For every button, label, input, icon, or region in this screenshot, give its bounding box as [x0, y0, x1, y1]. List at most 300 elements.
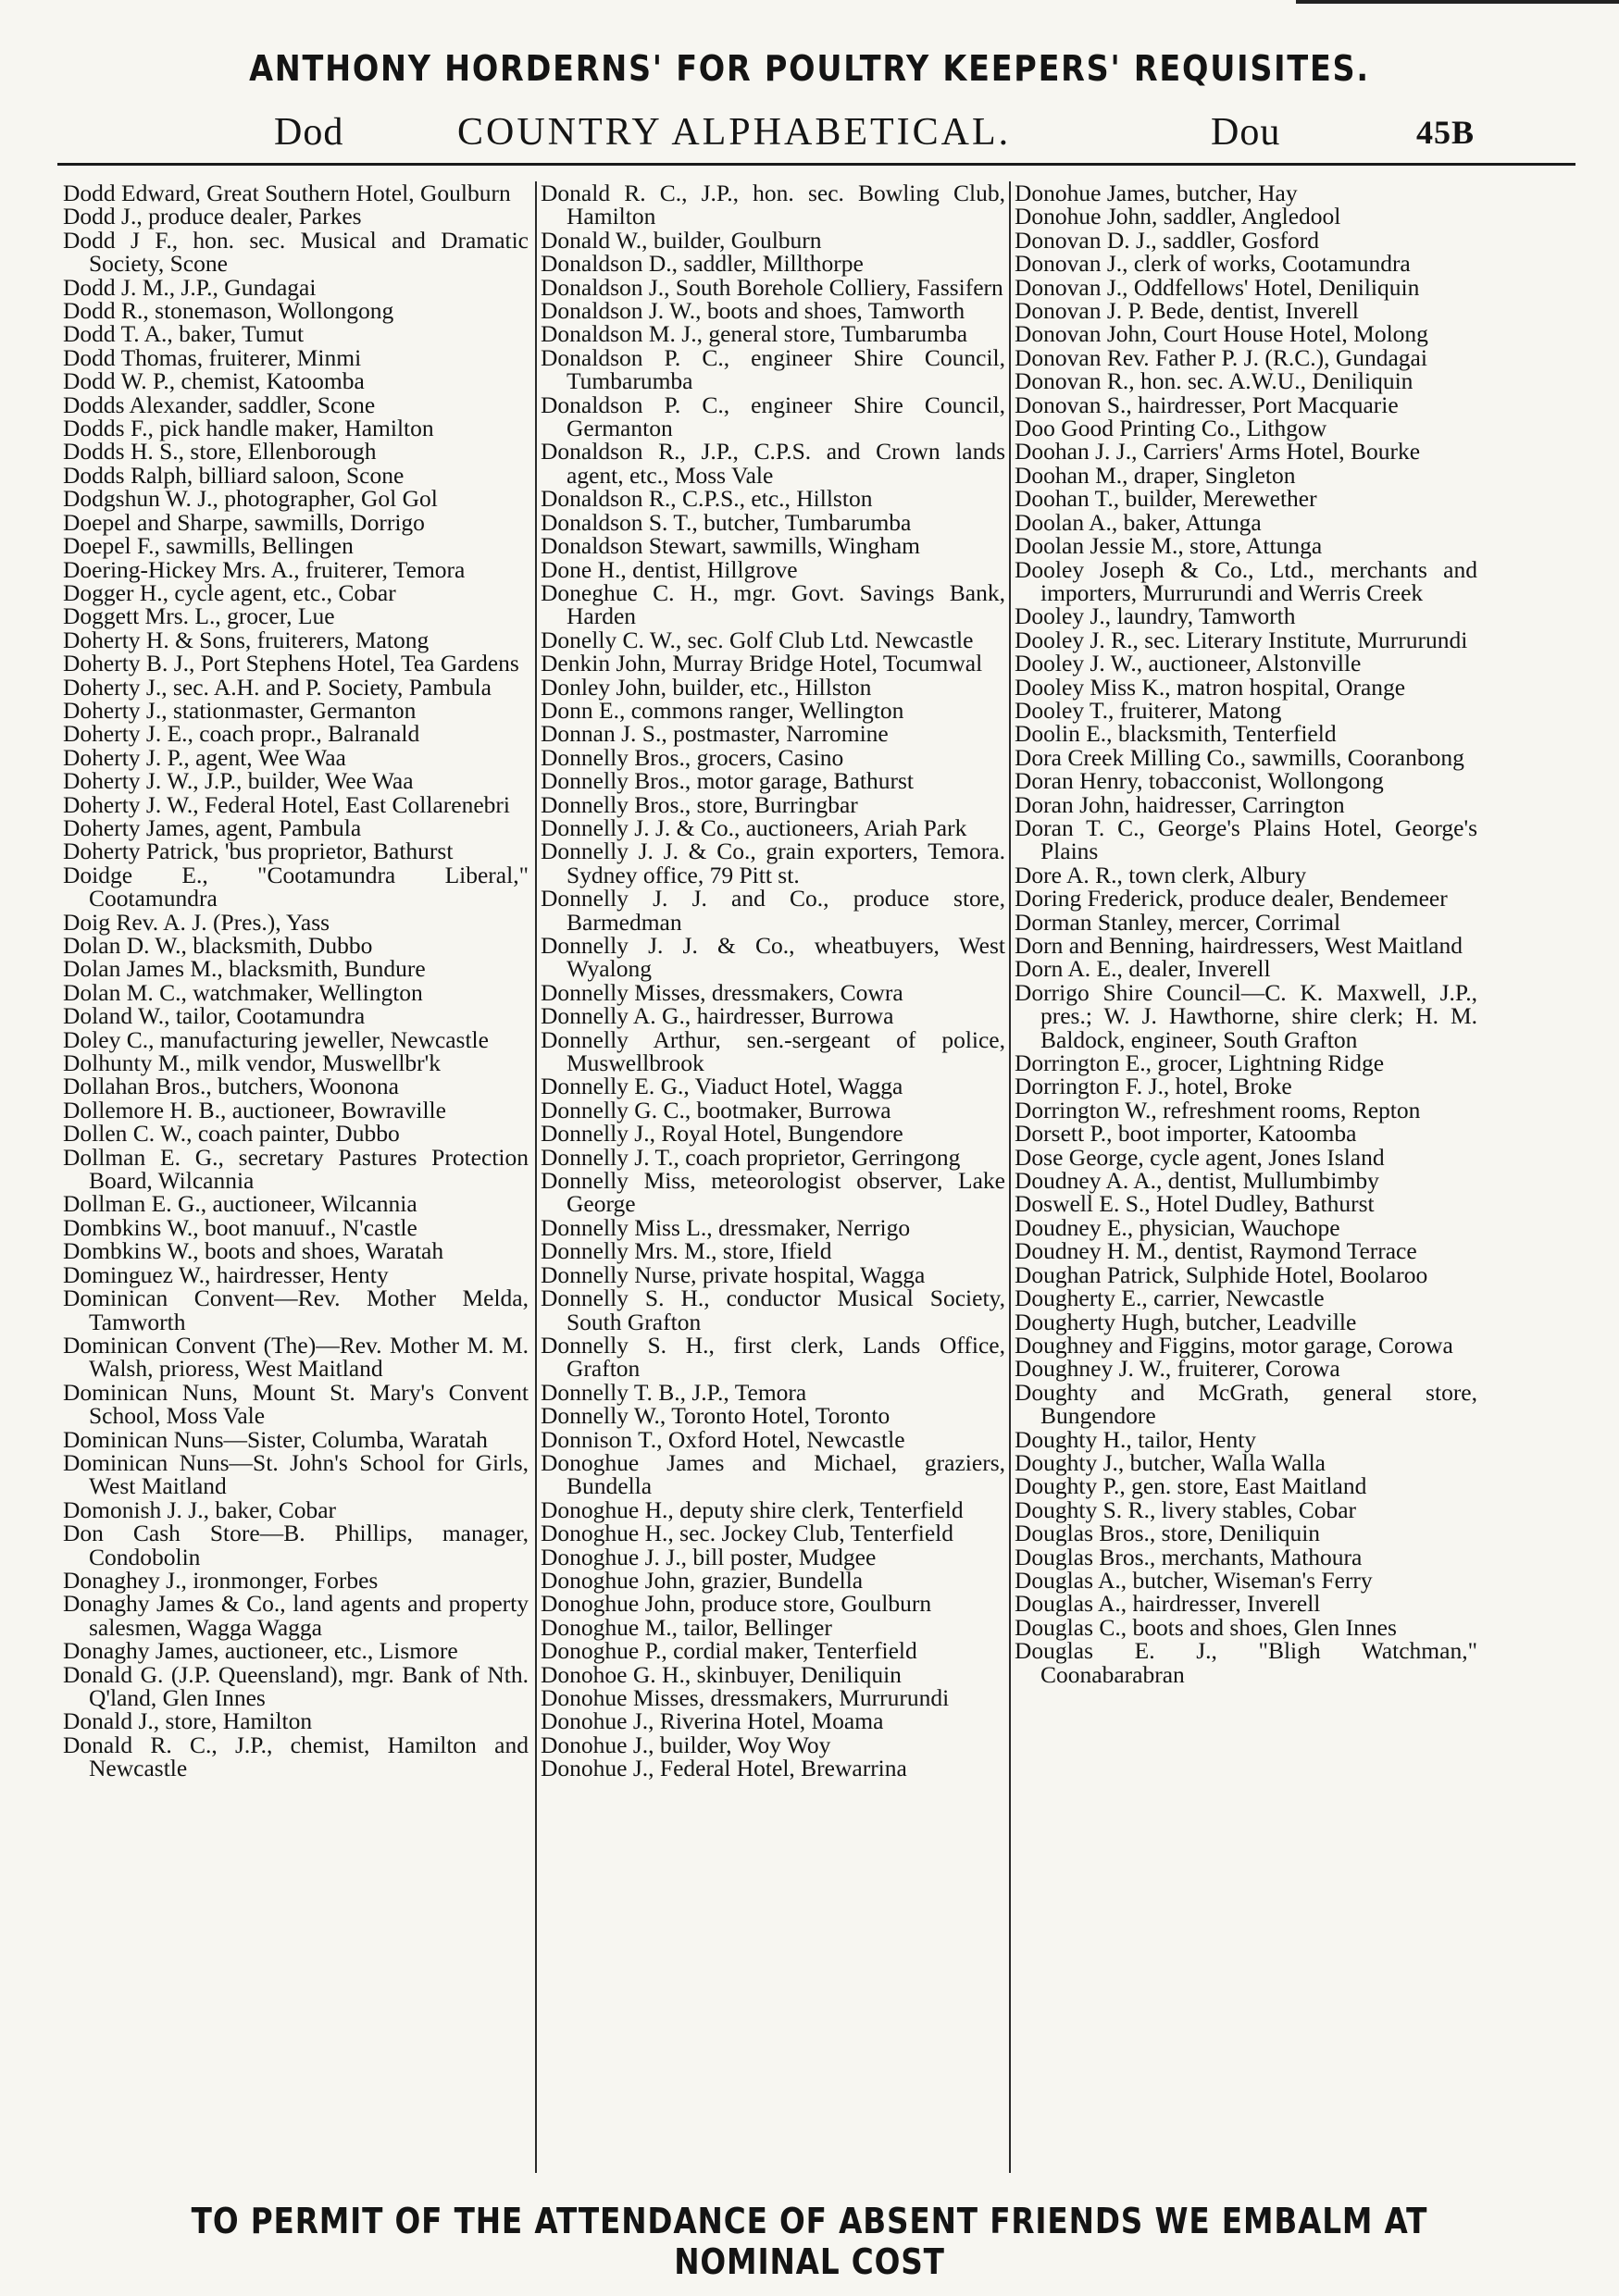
directory-entry-text: Douglas E. J., "Bligh Watchman," Coonabarabran: [1015, 1637, 1477, 1688]
directory-entry: [541, 790, 1005, 818]
directory-entry-text: Dorn A. E., dealer, Inverell: [1015, 955, 1271, 983]
directory-entry-text: Doughney and Figgins, motor garage, Corowa: [1015, 1331, 1453, 1359]
directory-entry: [541, 1213, 1005, 1241]
directory-entry: [63, 652, 529, 675]
page-number: 45B: [1416, 114, 1476, 151]
directory-entry: [541, 1521, 1005, 1545]
directory-entry-text: Donaldson J., South Borehole Colliery, Fassifern: [541, 273, 1003, 301]
directory-entry-text: Dodd W. P., chemist, Katoomba: [63, 367, 365, 395]
directory-entry: [1015, 887, 1477, 910]
directory-entry: [63, 1707, 529, 1735]
directory-entry-text: Donald R. C., J.P., hon. sec. Bowling Club, Hamilton: [541, 180, 1005, 230]
directory-entry-text: Donley John, builder, etc., Hillston: [541, 673, 872, 701]
directory-entry: [1015, 416, 1477, 440]
directory-entry: [541, 887, 1005, 934]
directory-entry-text: Donaldson Stewart, sawmills, Wingham: [541, 532, 921, 560]
directory-entry: [1015, 720, 1477, 748]
directory-entry-text: Dodd J. M., J.P., Gundagai: [63, 273, 317, 301]
directory-entry: [541, 1260, 1005, 1288]
directory-entry-text: Donaldson P. C., engineer Shire Council, Tumbarumba: [541, 343, 1005, 395]
directory-entry: [63, 1190, 529, 1218]
directory-entry: [541, 1237, 1005, 1265]
directory-entry-text: Donoghue H., deputy shire clerk, Tenterfield: [541, 1496, 964, 1523]
directory-entry: [1015, 1566, 1477, 1594]
directory-entry: [1015, 1331, 1477, 1359]
header-last-word: Dou: [1211, 111, 1281, 154]
directory-entry: [1015, 1190, 1477, 1218]
directory-entry-text: Donaghy James & Co., land agents and property salesmen, Wagga Wagga: [63, 1590, 529, 1641]
directory-entry: [541, 1733, 1005, 1756]
directory-entry-text: Dollemore H. B., auctioneer, Bowraville: [63, 1096, 446, 1123]
directory-entry-text: Donaldson P. C., engineer Shire Council, Germanton: [541, 391, 1005, 442]
directory-entry-text: Doughney J. W., fruiterer, Corowa: [1015, 1355, 1340, 1383]
directory-entry-text: Donald W., builder, Goulburn: [541, 226, 822, 254]
directory-entry: [63, 1120, 529, 1148]
directory-entry-text: Doudney A. A., dentist, Mullumbimby: [1015, 1167, 1379, 1195]
directory-entry: [63, 273, 529, 301]
directory-entry-text: Doohan J. J., Carriers' Arms Hotel, Bourke: [1015, 438, 1421, 465]
directory-entry: [541, 578, 1005, 630]
directory-entry: [63, 743, 529, 771]
bottom-advert-banner: TO PERMIT OF THE ATTENDANCE OF ABSENT FRIENDS WE EMBALM AT NOMINAL COST: [191, 2201, 1428, 2282]
directory-entry: [63, 320, 529, 348]
directory-entry: [63, 1378, 529, 1430]
directory-entry: [1015, 250, 1477, 278]
directory-entry-text: Doherty H. & Sons, fruiterers, Matong: [63, 626, 430, 653]
directory-entry-text: Dose George, cycle agent, Jones Island: [1015, 1143, 1385, 1171]
directory-entry-text: Donnelly E. G., Viaduct Hotel, Wagga: [541, 1073, 903, 1100]
directory-entry: [541, 1637, 1005, 1665]
directory-entry: [541, 743, 1005, 771]
directory-entry: [541, 652, 1005, 675]
directory-entry-text: Dodds F., pick handle maker, Hamilton: [63, 415, 434, 442]
directory-entry-text: Dodds Alexander, saddler, Scone: [63, 391, 376, 418]
directory-entry: [63, 813, 529, 841]
directory-entry: [541, 181, 1005, 229]
directory-entry-text: Doherty B. J., Port Stephens Hotel, Tea Gardens: [63, 650, 519, 677]
directory-entry: [63, 1260, 529, 1288]
directory-entry-text: Dolhunty M., milk vendor, Muswellbr'k: [63, 1049, 442, 1077]
directory-entry-text: Dorrington F. J., hotel, Broke: [1015, 1073, 1292, 1100]
directory-entry-text: Doolan A., baker, Attunga: [1015, 508, 1262, 536]
directory-entry: [541, 1002, 1005, 1030]
directory-entry-text: Douglas C., boots and shoes, Glen Innes: [1015, 1613, 1397, 1641]
directory-entry-text: Doering-Hickey Mrs. A., fruiterer, Temora: [63, 555, 466, 583]
directory-entry: [1015, 320, 1477, 348]
directory-entry-text: Donnelly A. G., hairdresser, Burrowa: [541, 1002, 894, 1030]
header-rule: [57, 163, 1575, 166]
directory-entry: [63, 1002, 529, 1030]
directory-entry-text: Dolan D. W., blacksmith, Dubbo: [63, 932, 373, 959]
directory-entry: [541, 508, 1005, 536]
directory-entry: [541, 696, 1005, 724]
directory-entry: [1015, 440, 1477, 463]
directory-entry: [1015, 532, 1477, 560]
directory-entry-text: Dombkins W., boot manuuf., N'castle: [63, 1213, 417, 1241]
directory-entry: [541, 1613, 1005, 1641]
directory-entry-text: Dominican Nuns—Sister, Columba, Waratah: [63, 1425, 488, 1453]
directory-entry: [63, 1733, 529, 1781]
directory-entry: [63, 1521, 529, 1569]
directory-entry-text: Dorman Stanley, mercer, Corrimal: [1015, 908, 1341, 936]
directory-entry: [1015, 1074, 1477, 1098]
directory-entry: [1015, 1167, 1477, 1195]
directory-entry-text: Dooley T., fruiterer, Matong: [1015, 696, 1282, 724]
directory-entry-text: Douglas A., butcher, Wiseman's Ferry: [1015, 1566, 1373, 1594]
directory-entry-text: Doughty J., butcher, Walla Walla: [1015, 1448, 1326, 1476]
directory-entry: [541, 532, 1005, 560]
directory-entry: [1015, 1425, 1477, 1453]
directory-entry-text: Doherty J., sec. A.H. and P. Society, Pambula: [63, 673, 492, 701]
directory-entry: [1015, 205, 1477, 228]
directory-entry: [63, 205, 529, 228]
directory-entry: [1015, 1613, 1477, 1641]
directory-entry-text: Donnelly Miss, meteorologist observer, Lake George: [541, 1167, 1005, 1218]
directory-entry: [63, 628, 529, 652]
directory-entry-text: Donnelly J. J. & Co., auctioneers, Ariah Park: [541, 813, 967, 841]
directory-entry: [63, 555, 529, 583]
directory-entry-text: Dora Creek Milling Co., sawmills, Cooranbong: [1015, 743, 1464, 771]
directory-entry: [541, 978, 1005, 1006]
directory-entry-text: Dougherty Hugh, butcher, Leadville: [1015, 1308, 1357, 1335]
directory-entry: [1015, 1285, 1477, 1312]
directory-entry: [63, 1637, 529, 1665]
directory-entry: [63, 1025, 529, 1053]
directory-entry: [541, 226, 1005, 254]
directory-entry: [63, 1213, 529, 1241]
directory-entry-text: Dominican Convent (The)—Rev. Mother M. M. Walsh, prioress, West Maitland: [63, 1331, 529, 1383]
directory-entry-text: Douglas Bros., store, Deniliquin: [1015, 1520, 1321, 1547]
directory-entry: [63, 908, 529, 936]
directory-entry-text: Doepel and Sharpe, sawmills, Dorrigo: [63, 508, 425, 536]
directory-entry: [63, 416, 529, 440]
directory-entry: [541, 1074, 1005, 1098]
directory-entry: [1015, 1120, 1477, 1148]
directory-entry-text: Dodd Thomas, fruiterer, Minmi: [63, 343, 362, 371]
directory-entry: [541, 555, 1005, 583]
directory-entry: [63, 485, 529, 513]
directory-entry-text: Doughty and McGrath, general store, Bungendore: [1015, 1378, 1477, 1430]
directory-entry: [1015, 1143, 1477, 1171]
directory-entry: [63, 978, 529, 1006]
directory-entry-text: Donnelly J. J. and Co., produce store, Barmedman: [541, 885, 1005, 936]
directory-entry: [541, 320, 1005, 348]
directory-entry: [63, 955, 529, 983]
directory-entry-text: Doughty S. R., livery stables, Cobar: [1015, 1496, 1357, 1523]
directory-entry: [541, 297, 1005, 325]
directory-entry-text: Donnelly Miss L., dressmaker, Nerrigo: [541, 1213, 911, 1241]
directory-entry: [541, 628, 1005, 652]
directory-entry: [1015, 908, 1477, 936]
directory-entry-text: Donnelly Bros., motor garage, Bathurst: [541, 767, 914, 795]
directory-entry: [1015, 485, 1477, 513]
directory-entry: [63, 720, 529, 748]
directory-entry: [541, 1448, 1005, 1500]
directory-entry-text: Donovan J., clerk of works, Cootamundra: [1015, 250, 1411, 278]
directory-entry: [1015, 367, 1477, 395]
directory-entry: [1015, 1260, 1477, 1288]
directory-entry: [63, 696, 529, 724]
directory-entry: [63, 343, 529, 371]
directory-entry: [63, 1660, 529, 1711]
directory-entry: [1015, 461, 1477, 489]
directory-entry: [63, 863, 529, 911]
directory-entry: [541, 1098, 1005, 1122]
directory-entry: [541, 1590, 1005, 1618]
directory-entry-text: Donohue John, saddler, Angledool: [1015, 203, 1341, 230]
directory-entry-text: Dominguez W., hairdresser, Henty: [63, 1260, 389, 1288]
directory-entry-text: Doran John, haidresser, Carrington: [1015, 790, 1345, 818]
directory-entry-text: Doneghue C. H., mgr. Govt. Savings Bank, Harden: [541, 578, 1005, 630]
directory-entry-text: Donaghy James, auctioneer, etc., Lismore: [63, 1637, 458, 1665]
directory-entry: [1015, 767, 1477, 795]
directory-entry-text: Dodds Ralph, billiard saloon, Scone: [63, 461, 405, 489]
directory-entry-text: Donohue Misses, dressmakers, Murrurundi: [541, 1684, 950, 1711]
directory-entry: [1015, 934, 1477, 957]
directory-entry: [541, 1286, 1005, 1334]
directory-entry: [63, 934, 529, 957]
directory-entry-text: Don Cash Store—B. Phillips, manager, Condobolin: [63, 1520, 529, 1570]
directory-entry-text: Donoghue M., tailor, Bellinger: [541, 1613, 832, 1641]
directory-entry: [541, 250, 1005, 278]
directory-entry: [1015, 1498, 1477, 1521]
directory-entry-text: Donnelly J., Royal Hotel, Bungendore: [541, 1120, 903, 1148]
directory-entry: [1015, 652, 1477, 675]
directory-entry: [541, 343, 1005, 395]
directory-entry: [1015, 1639, 1477, 1686]
directory-entry-text: Domonish J. J., baker, Cobar: [63, 1496, 337, 1523]
directory-entry-text: Doherty J. E., coach propr., Balranald: [63, 720, 420, 748]
directory-entry-text: Donohoe G. H., skinbuyer, Deniliquin: [541, 1660, 902, 1688]
directory-entry-text: Donaldson R., C.P.S., etc., Hillston: [541, 485, 873, 513]
directory-entry-text: Donovan J. P. Bede, dentist, Inverell: [1015, 297, 1359, 325]
directory-entry: [1015, 226, 1477, 254]
directory-entry-text: Donoghue James and Michael, graziers, Bundella: [541, 1448, 1005, 1500]
directory-entry: [1015, 863, 1477, 887]
directory-entry: [63, 1098, 529, 1122]
directory-entry: [1015, 790, 1477, 818]
directory-entry-text: Donovan John, Court House Hotel, Molong: [1015, 320, 1428, 348]
directory-entry: [541, 720, 1005, 748]
directory-entry-text: Dodd R., stonemason, Wollongong: [63, 297, 394, 325]
directory-entry-text: Donaldson M. J., general store, Tumbarumba: [541, 320, 968, 348]
directory-entry: [1015, 1545, 1477, 1569]
directory-entry: [63, 839, 529, 863]
directory-entry-text: Donaldson S. T., butcher, Tumbarumba: [541, 508, 912, 536]
directory-entry-text: Donnelly Misses, dressmakers, Cowra: [541, 978, 903, 1006]
directory-entry-text: Donohue James, butcher, Hay: [1015, 180, 1298, 206]
directory-entry: [541, 839, 1005, 887]
directory-entry-text: Doohan T., builder, Merewether: [1015, 485, 1317, 513]
directory-entry-text: Donnan J. S., postmaster, Narromine: [541, 720, 889, 748]
directory-entry-text: Doepel F., sawmills, Bellingen: [63, 532, 354, 560]
directory-entry: [63, 1286, 529, 1334]
directory-entry-text: Doran Henry, tobacconist, Wollongong: [1015, 767, 1384, 795]
directory-entry: [63, 1331, 529, 1383]
directory-entry: [63, 508, 529, 536]
directory-entry-text: Doswell E. S., Hotel Dudley, Bathurst: [1015, 1190, 1375, 1218]
directory-entry: [63, 226, 529, 278]
directory-entry: [63, 1448, 529, 1500]
directory-entry-text: Doughty H., tailor, Henty: [1015, 1425, 1257, 1453]
directory-entry: [1015, 1355, 1477, 1383]
directory-entry-text: Dollman E. G., secretary Pastures Protection Board, Wilcannia: [63, 1143, 529, 1195]
directory-entry-text: Donnelly Mrs. M., store, Ifield: [541, 1237, 832, 1265]
directory-entry-text: Donoghue J. J., bill poster, Mudgee: [541, 1543, 877, 1570]
directory-entry-text: Donaldson J. W., boots and shoes, Tamworth: [541, 297, 965, 325]
directory-entry-text: Donoghue H., sec. Jockey Club, Tenterfield: [541, 1520, 954, 1547]
directory-entry-text: Dorrington E., grocer, Lightning Ridge: [1015, 1049, 1385, 1077]
directory-entry: [541, 393, 1005, 441]
directory-entry: [541, 273, 1005, 301]
directory-entry: [1015, 1590, 1477, 1618]
directory-entry-text: Donnelly T. B., J.P., Temora: [541, 1378, 807, 1406]
directory-entry: [541, 1498, 1005, 1521]
directory-entry-text: Donaldson D., saddler, Millthorpe: [541, 250, 864, 278]
directory-entry-text: Doo Good Printing Co., Lithgow: [1015, 415, 1327, 442]
directory-entry-text: Doring Frederick, produce dealer, Bendemeer: [1015, 885, 1448, 912]
directory-entry: [63, 297, 529, 325]
directory-entry: [63, 440, 529, 463]
directory-entry: [541, 1025, 1005, 1077]
directory-entry-text: Dorrigo Shire Council—C. K. Maxwell, J.P., pres.; W. J. Hawthorne, shire clerk; H. M. Baldock, engineer, South Grafton: [1015, 978, 1477, 1053]
directory-entry: [1015, 673, 1477, 701]
page-title: COUNTRY ALPHABETICAL.: [457, 111, 1012, 154]
directory-entry-text: Donald G. (J.P. Queensland), mgr. Bank of Nth. Q'land, Glen Innes: [63, 1660, 529, 1711]
directory-entry-text: Donnelly G. C., bootmaker, Burrowa: [541, 1096, 891, 1123]
directory-entry-text: Doherty J., stationmaster, Germanton: [63, 696, 417, 724]
directory-entry: [63, 578, 529, 606]
directory-entry: [63, 367, 529, 395]
directory-entry: [1015, 978, 1477, 1053]
directory-entry: [1015, 628, 1477, 652]
directory-entry-text: Donnelly Bros., store, Burringbar: [541, 790, 858, 818]
directory-entry-text: Donnelly Nurse, private hospital, Wagga: [541, 1260, 926, 1288]
directory-entry: [1015, 297, 1477, 325]
directory-entry: [1015, 393, 1477, 416]
column-divider: [535, 181, 537, 2173]
directory-entry: [541, 1566, 1005, 1594]
directory-entry: [1015, 813, 1477, 865]
directory-entry-text: Donnison T., Oxford Hotel, Newcastle: [541, 1425, 905, 1453]
directory-entry: [63, 1143, 529, 1195]
directory-entry: [541, 1707, 1005, 1735]
directory-entry: [541, 1545, 1005, 1569]
directory-entry-text: Dooley J., laundry, Tamworth: [1015, 602, 1296, 630]
directory-entry-text: Donnelly J. J. & Co., grain exporters, Temora. Sydney office, 79 Pitt st.: [541, 838, 1005, 888]
directory-entry: [1015, 273, 1477, 301]
directory-entry: [1015, 1448, 1477, 1476]
directory-entry: [63, 673, 529, 701]
directory-entry-text: Dodd J., produce dealer, Parkes: [63, 203, 362, 230]
directory-entry: [541, 934, 1005, 981]
directory-entry-text: Doughan Patrick, Sulphide Hotel, Boolaroo: [1015, 1260, 1428, 1288]
directory-entry-text: Dolan James M., blacksmith, Bundure: [63, 955, 426, 983]
directory-entry-text: Donovan J., Oddfellows' Hotel, Deniliquin: [1015, 273, 1420, 301]
directory-entry: [1015, 343, 1477, 371]
directory-entry: [1015, 1310, 1477, 1334]
directory-entry-text: Dominican Nuns—St. John's School for Girls, West Maitland: [63, 1448, 529, 1500]
directory-entry-text: Dombkins W., boots and shoes, Waratah: [63, 1237, 444, 1265]
directory-entry: [63, 532, 529, 560]
directory-entry-text: Donnelly Bros., grocers, Casino: [541, 743, 844, 771]
directory-entry-text: Dooley J. R., sec. Literary Institute, Murrurundi: [1015, 626, 1468, 653]
directory-entry-text: Dodgshun W. J., photographer, Gol Gol: [63, 485, 438, 513]
directory-entry-text: Denkin John, Murray Bridge Hotel, Tocumwal: [541, 650, 983, 677]
directory-entry: [1015, 1472, 1477, 1500]
directory-entry-text: Dodd Edward, Great Southern Hotel, Goulburn: [63, 180, 511, 206]
directory-entry-text: Dore A. R., town clerk, Albury: [1015, 861, 1307, 888]
directory-entry-text: Dollman E. G., auctioneer, Wilcannia: [63, 1190, 417, 1218]
directory-entry-text: Dooley Miss K., matron hospital, Orange: [1015, 673, 1406, 701]
directory-entry: [541, 1143, 1005, 1171]
directory-entry: [63, 1498, 529, 1521]
directory-entry: [1015, 1098, 1477, 1122]
directory-entry: [541, 485, 1005, 513]
directory-entry-text: Doland W., tailor, Cootamundra: [63, 1002, 366, 1030]
directory-entry-text: Dorrington W., refreshment rooms, Repton: [1015, 1096, 1421, 1123]
directory-entry-text: Doggett Mrs. L., grocer, Lue: [63, 602, 335, 630]
directory-entry-text: Donnelly J. T., coach proprietor, Gerringong: [541, 1143, 961, 1171]
directory-entry-text: Donohue J., builder, Woy Woy: [541, 1731, 831, 1758]
directory-entry-text: Dodd J F., hon. sec. Musical and Dramatic Society, Scone: [63, 226, 529, 278]
directory-entry-text: Doidge E., "Cootamundra Liberal," Cootamundra: [63, 861, 529, 912]
directory-entry: [1015, 602, 1477, 630]
directory-entry-text: Donnelly Arthur, sen.-sergeant of police, Muswellbrook: [541, 1025, 1005, 1077]
directory-entry-text: Donnelly W., Toronto Hotel, Toronto: [541, 1402, 890, 1430]
column-divider: [1009, 181, 1011, 2173]
directory-entry-text: Doohan M., draper, Singleton: [1015, 461, 1296, 489]
directory-entry: [63, 790, 529, 818]
directory-entry-text: Dorn and Benning, hairdressers, West Maitland: [1015, 932, 1463, 959]
directory-entry-text: Dolan M. C., watchmaker, Wellington: [63, 978, 423, 1006]
directory-entry: [1015, 743, 1477, 771]
directory-entry-text: Doolin E., blacksmith, Tenterfield: [1015, 720, 1337, 748]
directory-entry-text: Donald R. C., J.P., chemist, Hamilton and Newcastle: [63, 1731, 529, 1782]
directory-entry-text: Dodd T. A., baker, Tumut: [63, 320, 305, 348]
directory-entry-text: Dogger H., cycle agent, etc., Cobar: [63, 578, 396, 606]
directory-entry: [63, 1074, 529, 1098]
directory-entry: [63, 1425, 529, 1453]
directory-entry: [63, 461, 529, 489]
directory-entry-text: Dollahan Bros., butchers, Woonona: [63, 1073, 399, 1100]
scan-edge-mark: [1296, 0, 1619, 4]
directory-entry: [541, 1686, 1005, 1709]
directory-entry: [541, 1402, 1005, 1430]
directory-entry-text: Donnelly S. H., conductor Musical Society, South Grafton: [541, 1285, 1005, 1335]
directory-entry: [1015, 508, 1477, 536]
directory-entry: [63, 1566, 529, 1594]
directory-entry: [541, 1169, 1005, 1216]
directory-entry-text: Donovan D. J., saddler, Gosford: [1015, 226, 1320, 254]
directory-entry-text: Donnelly S. H., first clerk, Lands Office, Grafton: [541, 1331, 1005, 1383]
directory-entry: [63, 602, 529, 630]
directory-entry: [63, 181, 529, 205]
directory-entry-text: Doherty Patrick, 'bus proprietor, Bathurst: [63, 838, 454, 865]
directory-entry-text: Doherty J. W., J.P., builder, Wee Waa: [63, 767, 414, 795]
directory-entry-text: Dorsett P., boot importer, Katoomba: [1015, 1120, 1357, 1148]
directory-entry: [1015, 696, 1477, 724]
directory-entry-text: Donelly C. W., sec. Golf Club Ltd. Newcastle: [541, 626, 974, 653]
directory-entry-text: Doherty J. W., Federal Hotel, East Collarenebri: [63, 790, 510, 818]
directory-entry: [541, 673, 1005, 701]
directory-entry-text: Donn E., commons ranger, Wellington: [541, 696, 904, 724]
directory-entry: [541, 1331, 1005, 1383]
directory-entry-text: Donohue J., Federal Hotel, Brewarrina: [541, 1755, 907, 1782]
directory-column-2: [541, 181, 1005, 1781]
directory-entry: [541, 1660, 1005, 1688]
directory-entry-text: Dominican Convent—Rev. Mother Melda, Tamworth: [63, 1285, 529, 1335]
